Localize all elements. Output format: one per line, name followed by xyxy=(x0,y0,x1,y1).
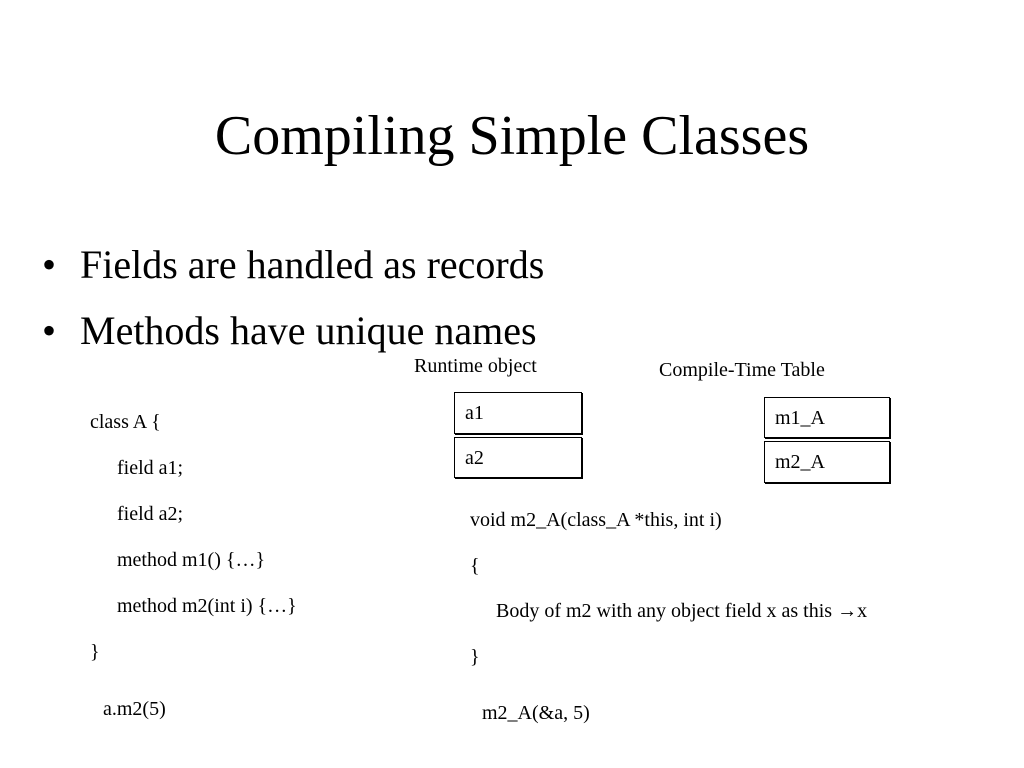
runtime-field-box: a2 xyxy=(454,437,582,478)
compiled-call: m2_A(&a, 5) xyxy=(482,702,590,724)
bullet-item xyxy=(40,232,544,298)
bullet-icon: • xyxy=(42,242,57,287)
source-code-line: method m2(int i) {…} xyxy=(117,595,297,617)
slide-title: Compiling Simple Classes xyxy=(214,105,810,167)
bullet-text: Methods have unique names xyxy=(80,308,537,353)
compile-table-entry: m2_A xyxy=(764,441,890,483)
runtime-field-box: a1 xyxy=(454,392,582,434)
source-code-line: method m1() {…} xyxy=(117,549,266,571)
source-code-line: field a1; xyxy=(117,457,184,479)
compiled-code-line: Body of m2 with any object field x as this →x xyxy=(496,600,868,622)
compile-time-table-label: Compile-Time Table xyxy=(659,359,825,381)
compiled-code-line: void m2_A(class_A *this, int i) xyxy=(470,509,722,531)
source-code-line: } xyxy=(90,641,100,663)
bullet-icon: • xyxy=(42,308,57,353)
bullet-list xyxy=(40,232,544,364)
source-code-line: class A { xyxy=(90,411,161,433)
compile-table-entry: m1_A xyxy=(764,397,890,438)
compiled-code-line: { xyxy=(470,555,480,577)
source-code-line: field a2; xyxy=(117,503,184,525)
compiled-code-line: } xyxy=(470,646,480,668)
runtime-object-label: Runtime object xyxy=(414,355,537,377)
bullet-text: Fields are handled as records xyxy=(80,242,545,287)
source-call: a.m2(5) xyxy=(103,698,166,720)
